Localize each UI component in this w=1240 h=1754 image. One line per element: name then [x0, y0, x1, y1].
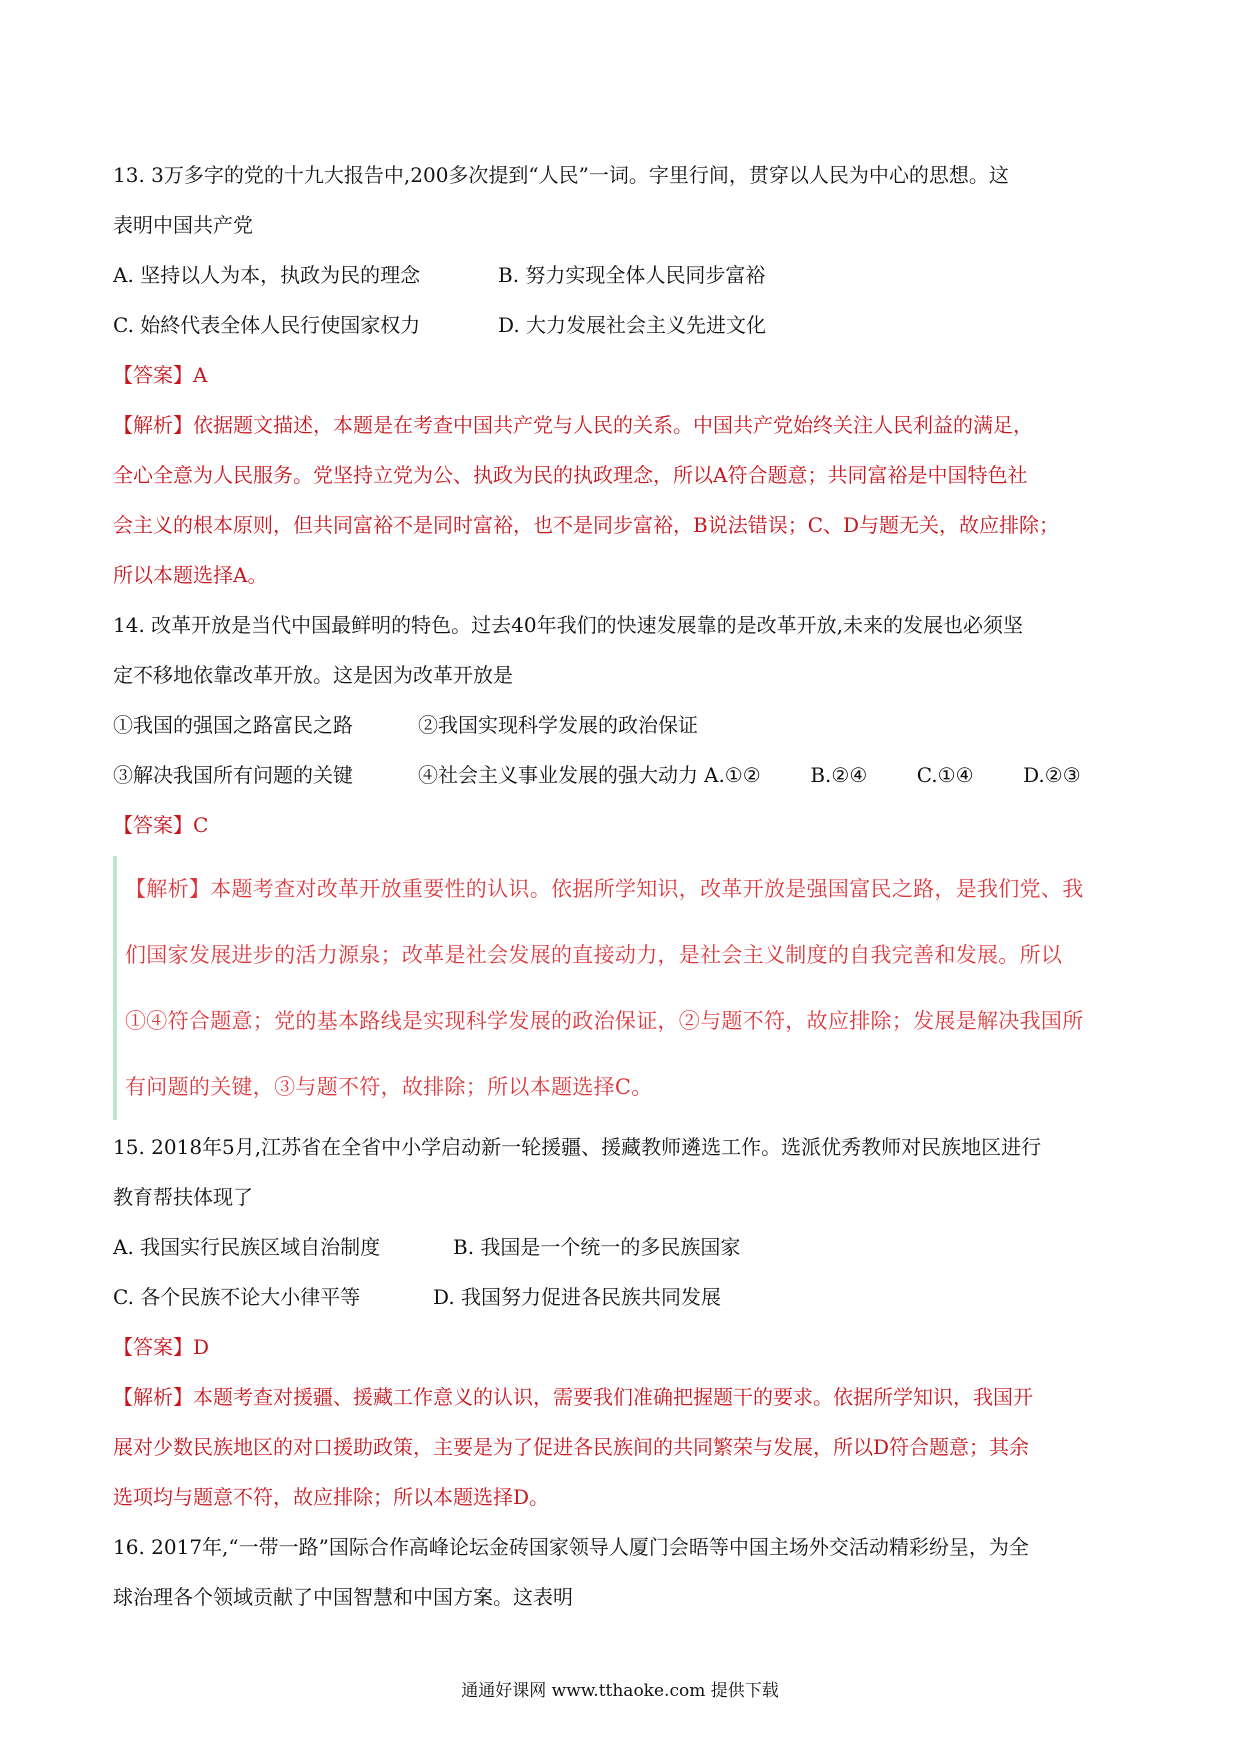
q14-answer-options	[704, 750, 1081, 800]
q13-options-row2	[113, 300, 1130, 350]
q15-option-c: C. 各个民族不论大小律平等	[113, 1285, 361, 1309]
q14-stem-line1: 14. 改革开放是当代中国最鲜明的特色。过去40年我们的快速发展靠的是改革开放,未来的发展也必须坚	[113, 613, 1023, 637]
q15-explanation-line1: 【解析】本题考查对援疆、援藏工作意义的认识，需要我们准确把握题干的要求。依据所学知识，我国开	[113, 1385, 1033, 1409]
q15-explanation-line2: 展对少数民族地区的对口援助政策，主要是为了促进各民族间的共同繁荣与发展，所以D符合题意；其余	[113, 1435, 1030, 1459]
q14-item-3: ③解决我国所有问题的关键	[113, 763, 353, 787]
q16-stem-line1: 16. 2017年,“一带一路”国际合作高峰论坛金砖国家领导人厦门会晤等中国主场外交活动精彩纷呈，为全	[113, 1535, 1029, 1559]
q15-options-row1	[113, 1222, 1130, 1272]
q13-explanation-line2: 全心全意为人民服务。党坚持立党为公、执政为民的执政理念，所以A符合题意；共同富裕是中国特色社	[113, 463, 1028, 487]
q13-option-d: D. 大力发展社会主义先进文化	[498, 313, 767, 337]
q13-stem-line2: 表明中国共产党	[113, 213, 253, 237]
q13-explanation-line3: 会主义的根本原则，但共同富裕不是同时富裕，也不是同步富裕，B说法错误；C、D与题无关，故应排除；	[113, 513, 1060, 537]
q14-item-1: ①我国的强国之路富民之路	[113, 713, 353, 737]
q13-option-c: C. 始終代表全体人民行使国家权力	[113, 313, 421, 337]
q15-option-a: A. 我国实行民族区域自治制度	[113, 1235, 381, 1259]
q13-stem-line1: 13. 3万多字的党的十九大报告中,200多次提到“人民”一词。字里行间，贯穿以人民为中心的思想。这	[113, 163, 1009, 187]
q15-stem-line2: 教育帮扶体现了	[113, 1185, 253, 1209]
q15-options-row2	[113, 1272, 1130, 1322]
q13-explanation-line1: 【解析】依据题文描述，本题是在考查中国共产党与人民的关系。中国共产党始终关注人民利益的满足，	[113, 413, 1033, 437]
q14-items-row2	[113, 750, 1130, 800]
q15-stem-line1: 15. 2018年5月,江苏省在全省中小学启动新一轮援疆、援藏教师遴选工作。选派优秀教师对民族地区进行	[113, 1135, 1042, 1159]
q13-option-b: B. 努力实现全体人民同步富裕	[498, 263, 766, 287]
q14-explanation-line1: 【解析】本题考查对改革开放重要性的认识。依据所学知识，改革开放是强国富民之路，是我们党、我	[125, 877, 1084, 901]
q15-option-d: D. 我国努力促进各民族共同发展	[433, 1285, 722, 1309]
page-footer: 通通好课网 www.tthaoke.com 提供下载	[461, 1681, 779, 1701]
q13-options-row1	[113, 250, 1130, 300]
q14-option-b: B.②④	[810, 763, 868, 787]
q13-option-a: A. 坚持以人为本，执政为民的理念	[113, 263, 421, 287]
q14-option-a: A.①②	[704, 763, 761, 787]
document-body	[113, 150, 1130, 1622]
q14-explanation-line2: 们国家发展进步的活力源泉；改革是社会发展的直接动力，是社会主义制度的自我完善和发展。所以	[125, 943, 1063, 967]
q14-items-row1	[113, 700, 1130, 750]
q14-option-c: C.①④	[916, 763, 974, 787]
q14-item-2: ②我国实现科学发展的政治保证	[418, 713, 698, 737]
q15-answer: 【答案】D	[113, 1335, 210, 1359]
q16-stem-line2: 球治理各个领域贡献了中国智慧和中国方案。这表明	[113, 1585, 573, 1609]
q14-option-d: D.②③	[1023, 763, 1081, 787]
q15-option-b: B. 我国是一个统一的多民族国家	[453, 1235, 741, 1259]
q14-explanation-image	[113, 856, 1130, 1120]
q14-explanation-line3: ①④符合题意；党的基本路线是实现科学发展的政治保证，②与题不符，故应排除；发展是解决我国所	[125, 1009, 1084, 1033]
q13-answer: 【答案】A	[113, 363, 208, 387]
q14-explanation-line4: 有问题的关键，③与题不符，故排除；所以本题选择C。	[125, 1075, 653, 1099]
q15-explanation-line3: 选项均与题意不符，故应排除；所以本题选择D。	[113, 1485, 550, 1509]
q14-item-4: ④社会主义事业发展的强大动力	[418, 763, 698, 787]
q14-answer: 【答案】C	[113, 813, 209, 837]
q14-stem-line2: 定不移地依靠改革开放。这是因为改革开放是	[113, 663, 513, 687]
q13-explanation-line4: 所以本题选择A。	[113, 563, 268, 587]
